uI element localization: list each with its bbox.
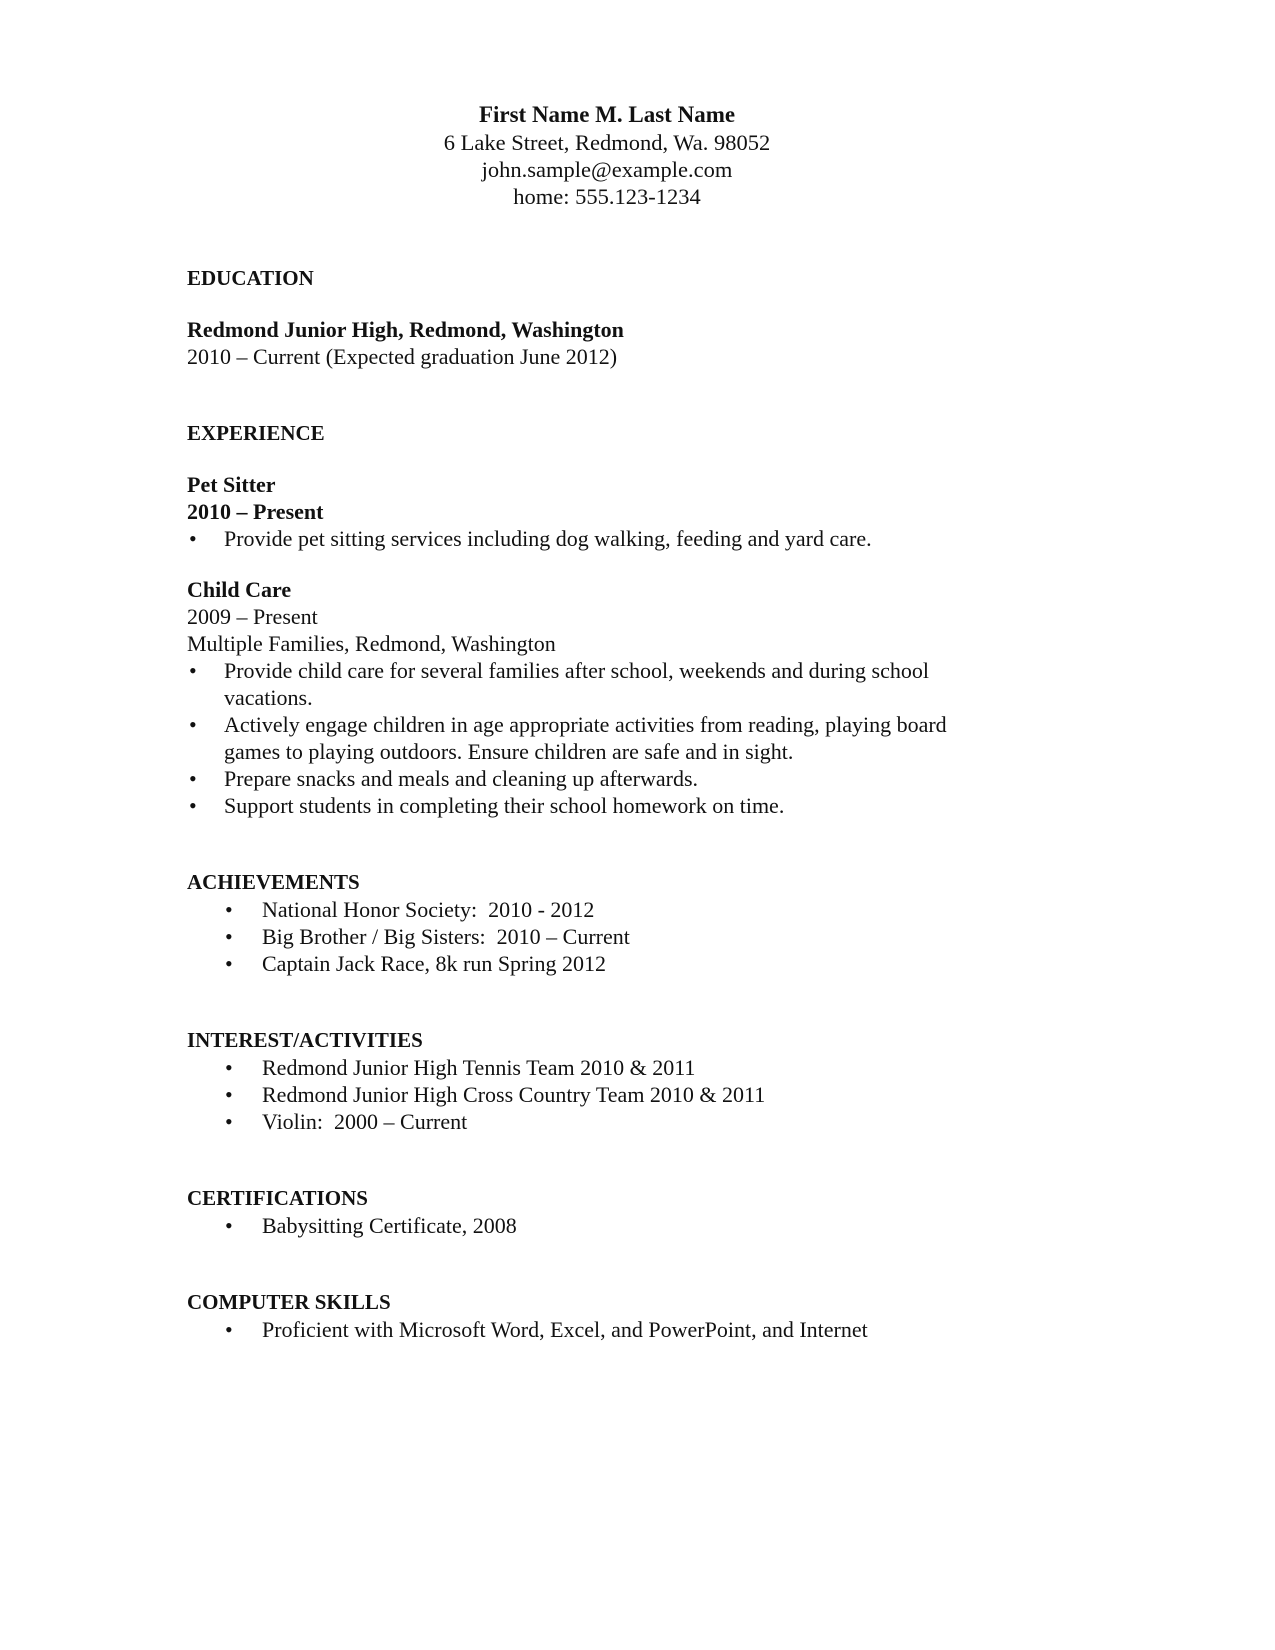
job-bullet-list <box>187 525 1087 552</box>
bullet-icon: • <box>225 1317 233 1342</box>
bullet-icon: • <box>225 897 233 922</box>
job-role: Pet Sitter <box>187 472 276 497</box>
interests-list <box>187 1054 1087 1135</box>
interests-title: INTEREST/ACTIVITIES <box>187 1028 423 1052</box>
interests-section <box>187 1027 1087 1135</box>
computer-skills-section <box>187 1289 1087 1343</box>
list-item: • Support students in completing their school homework on time. <box>189 793 785 818</box>
job-location: Multiple Families, Redmond, Washington <box>187 631 556 656</box>
bullet-icon: • <box>225 1055 233 1080</box>
education-dates: 2010 – Current (Expected graduation June 2012) <box>187 344 618 369</box>
resume-page <box>187 100 1087 1343</box>
bullet-icon: • <box>189 793 197 818</box>
computer-skills-title: COMPUTER SKILLS <box>187 1290 391 1314</box>
certifications-section <box>187 1185 1087 1239</box>
education-school: Redmond Junior High, Redmond, Washington <box>187 317 624 342</box>
bullet-icon: • <box>225 951 233 976</box>
achievements-section <box>187 869 1087 977</box>
certifications-title: CERTIFICATIONS <box>187 1186 368 1210</box>
list-item: • Redmond Junior High Cross Country Team 2010 & 2011 <box>225 1082 766 1107</box>
bullet-icon: • <box>225 924 233 949</box>
list-item: • National Honor Society: 2010 - 2012 <box>225 897 595 922</box>
computer-skills-list <box>187 1316 1087 1343</box>
list-item: • Provide child care for several families after school, weekends and during school vacations. <box>189 658 929 710</box>
list-item: • Big Brother / Big Sisters: 2010 – Current <box>225 924 630 949</box>
bullet-icon: • <box>189 658 197 683</box>
job-dates: 2009 – Present <box>187 604 318 629</box>
list-item: • Captain Jack Race, 8k run Spring 2012 <box>225 951 606 976</box>
job-bullet-list <box>187 657 1007 819</box>
bullet-icon: • <box>189 526 197 551</box>
list-item: • Proficient with Microsoft Word, Excel, and PowerPoint, and Internet <box>225 1317 868 1342</box>
list-item: • Actively engage children in age appropriate activities from reading, playing board games to playing outdoors. Ensure children are safe and in sight. <box>189 712 947 764</box>
job-entry <box>187 576 1087 819</box>
resume-header <box>187 100 1027 210</box>
candidate-name: First Name M. Last Name <box>478 102 736 127</box>
candidate-email: john.sample@example.com <box>481 157 733 182</box>
job-role: Child Care <box>187 577 292 602</box>
job-dates: 2010 – Present <box>187 499 324 524</box>
list-item: • Provide pet sitting services including dog walking, feeding and yard care. <box>189 526 872 551</box>
bullet-icon: • <box>225 1213 233 1238</box>
education-section <box>187 265 1087 370</box>
list-item: • Redmond Junior High Tennis Team 2010 & 2011 <box>225 1055 696 1080</box>
job-entry <box>187 471 1087 552</box>
bullet-icon: • <box>189 766 197 791</box>
bullet-icon: • <box>225 1109 233 1134</box>
candidate-address: 6 Lake Street, Redmond, Wa. 98052 <box>443 130 771 155</box>
bullet-icon: • <box>189 712 197 737</box>
bullet-icon: • <box>225 1082 233 1107</box>
experience-title: EXPERIENCE <box>187 421 325 445</box>
list-item: • Violin: 2000 – Current <box>225 1109 468 1134</box>
list-item: • Prepare snacks and meals and cleaning up afterwards. <box>189 766 699 791</box>
certifications-list <box>187 1212 1087 1239</box>
education-title: EDUCATION <box>187 266 314 290</box>
achievements-list <box>187 896 1087 977</box>
list-item: • Babysitting Certificate, 2008 <box>225 1213 517 1238</box>
achievements-title: ACHIEVEMENTS <box>187 870 360 894</box>
candidate-phone: home: 555.123-1234 <box>513 184 701 209</box>
experience-section <box>187 420 1087 819</box>
